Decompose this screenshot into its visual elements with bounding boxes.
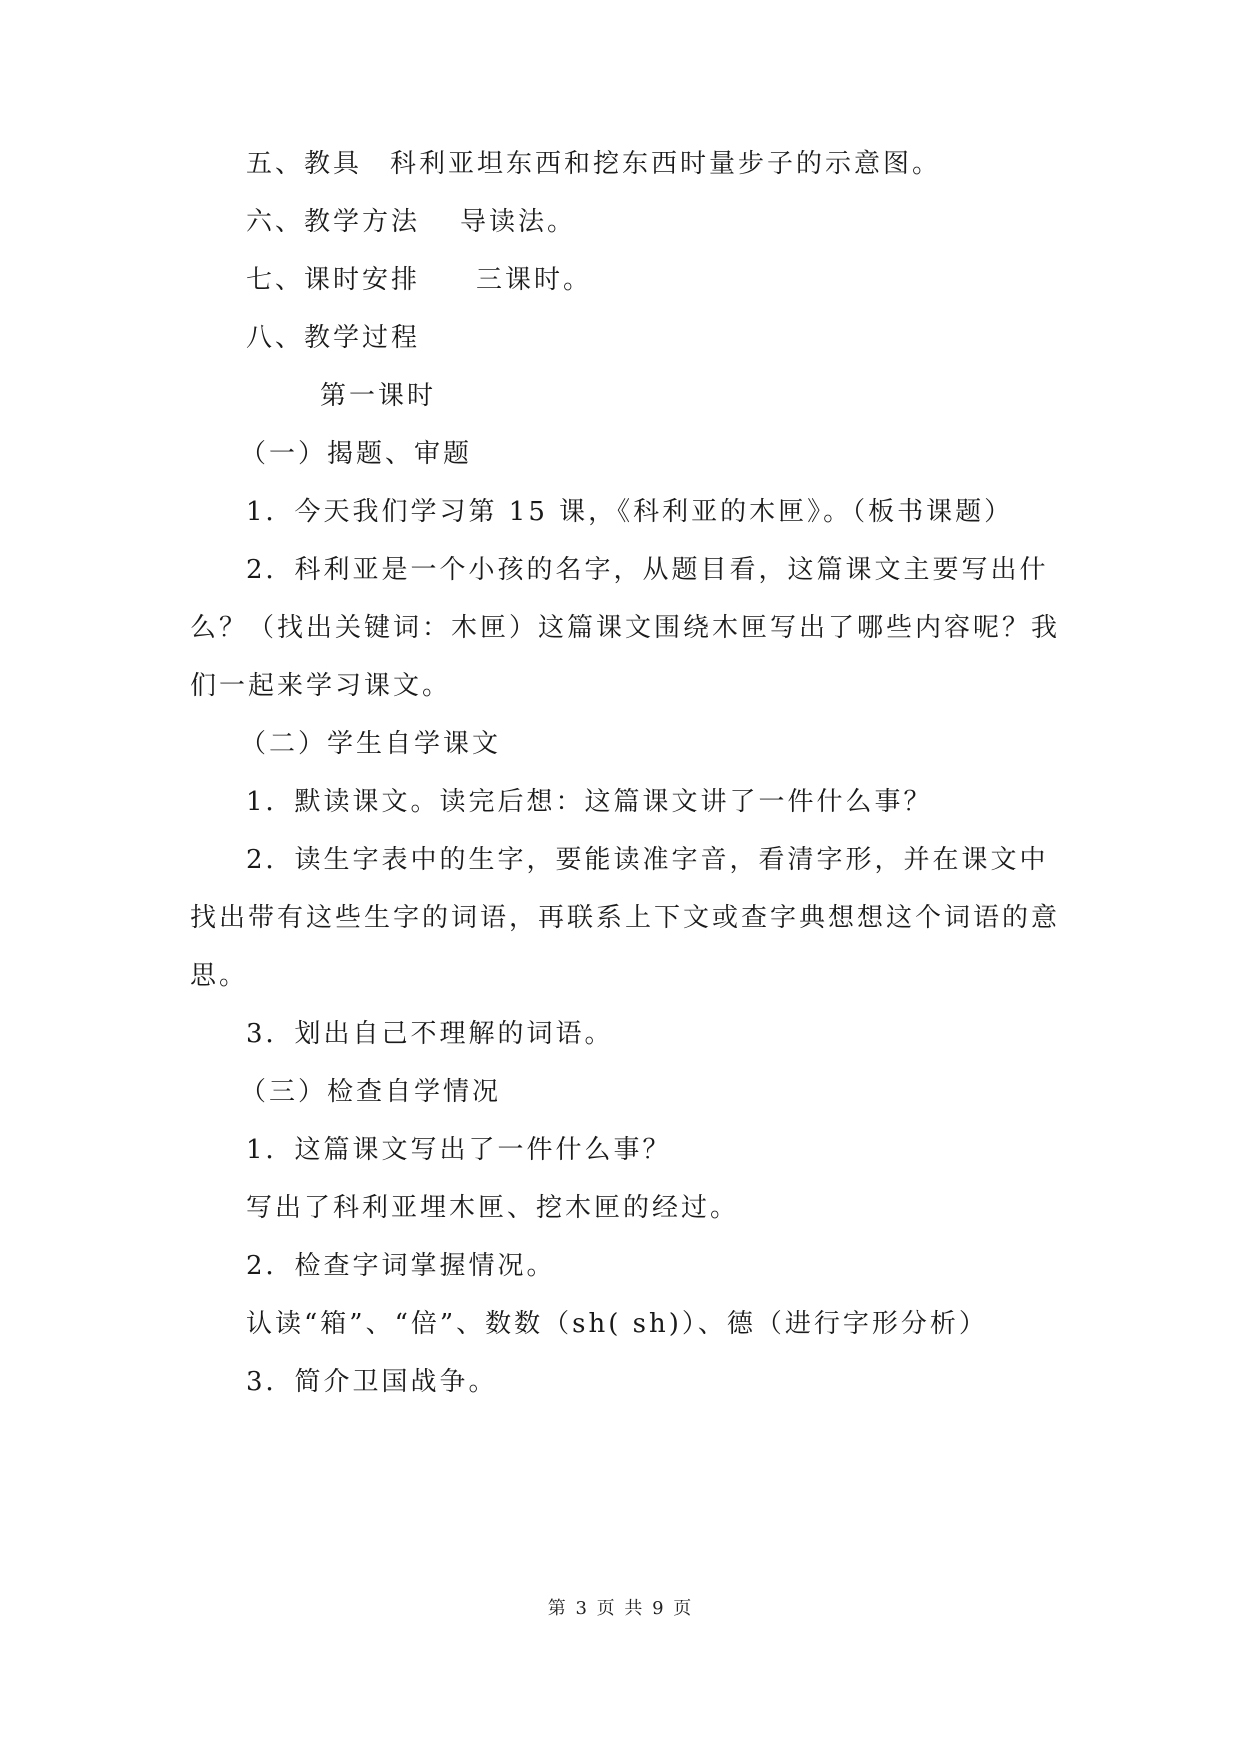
line-paragraph: 认读“箱”、“倍”、数数（sh( sh)）、德（进行字形分析） <box>246 1309 988 1339</box>
line-section-three: （三）检查自学情况 <box>240 1077 502 1107</box>
line-paragraph: 3．划出自己不理解的词语。 <box>246 1019 614 1049</box>
page-footer <box>0 1597 1241 1621</box>
line-teaching-method <box>246 205 576 239</box>
line-teaching-aids <box>246 147 941 181</box>
line-paragraph: 找出带有这些生字的词语，再联系上下文或查字典想想这个词语的意 <box>190 903 1061 933</box>
footer-suffix: 页 <box>673 1598 694 1619</box>
line-paragraph: 么？（找出关键词：木匣）这篇课文围绕木匣写出了哪些内容呢？我 <box>190 613 1061 643</box>
line-paragraph: 1．今天我们学习第 15 课，《科利亚的木匣》。（板书课题） <box>246 497 1014 527</box>
line-class-schedule <box>246 263 592 297</box>
line-text: 三课时。 <box>476 265 593 295</box>
footer-total-pages: 9 <box>652 1598 666 1619</box>
heading-label: 七、课时安排 <box>246 265 421 295</box>
line-paragraph: 2．读生字表中的生字，要能读准字音，看清字形，并在课文中 <box>246 845 1049 875</box>
footer-current-page: 3 <box>575 1598 589 1619</box>
heading-label: 五、教具 <box>246 149 363 179</box>
line-paragraph: 们一起来学习课文。 <box>190 671 452 701</box>
line-paragraph: 1．默读课文。读完后想：这篇课文讲了一件什么事？ <box>246 787 933 817</box>
line-paragraph: 3．简介卫国战争。 <box>246 1367 498 1397</box>
heading-label: 六、教学方法 <box>246 207 421 237</box>
line-paragraph: 2．检查字词掌握情况。 <box>246 1251 556 1281</box>
line-text: 导读法。 <box>460 207 577 237</box>
line-paragraph: 写出了科利亚埋木匣、挖木匣的经过。 <box>246 1193 740 1223</box>
line-text: 科利亚坦东西和挖东西时量步子的示意图。 <box>390 149 942 179</box>
line-section-two: （二）学生自学课文 <box>240 729 502 759</box>
footer-prefix: 第 <box>547 1598 568 1619</box>
line-paragraph: 2．科利亚是一个小孩的名字，从题目看，这篇课文主要写出什 <box>246 555 1049 585</box>
line-section-one: （一）揭题、审题 <box>240 439 473 469</box>
line-teaching-process: 八、教学过程 <box>246 323 421 353</box>
line-first-lesson: 第一课时 <box>320 381 437 411</box>
line-paragraph: 思。 <box>190 961 249 991</box>
footer-middle: 页 共 <box>596 1598 645 1619</box>
line-paragraph: 1．这篇课文写出了一件什么事？ <box>246 1135 672 1165</box>
